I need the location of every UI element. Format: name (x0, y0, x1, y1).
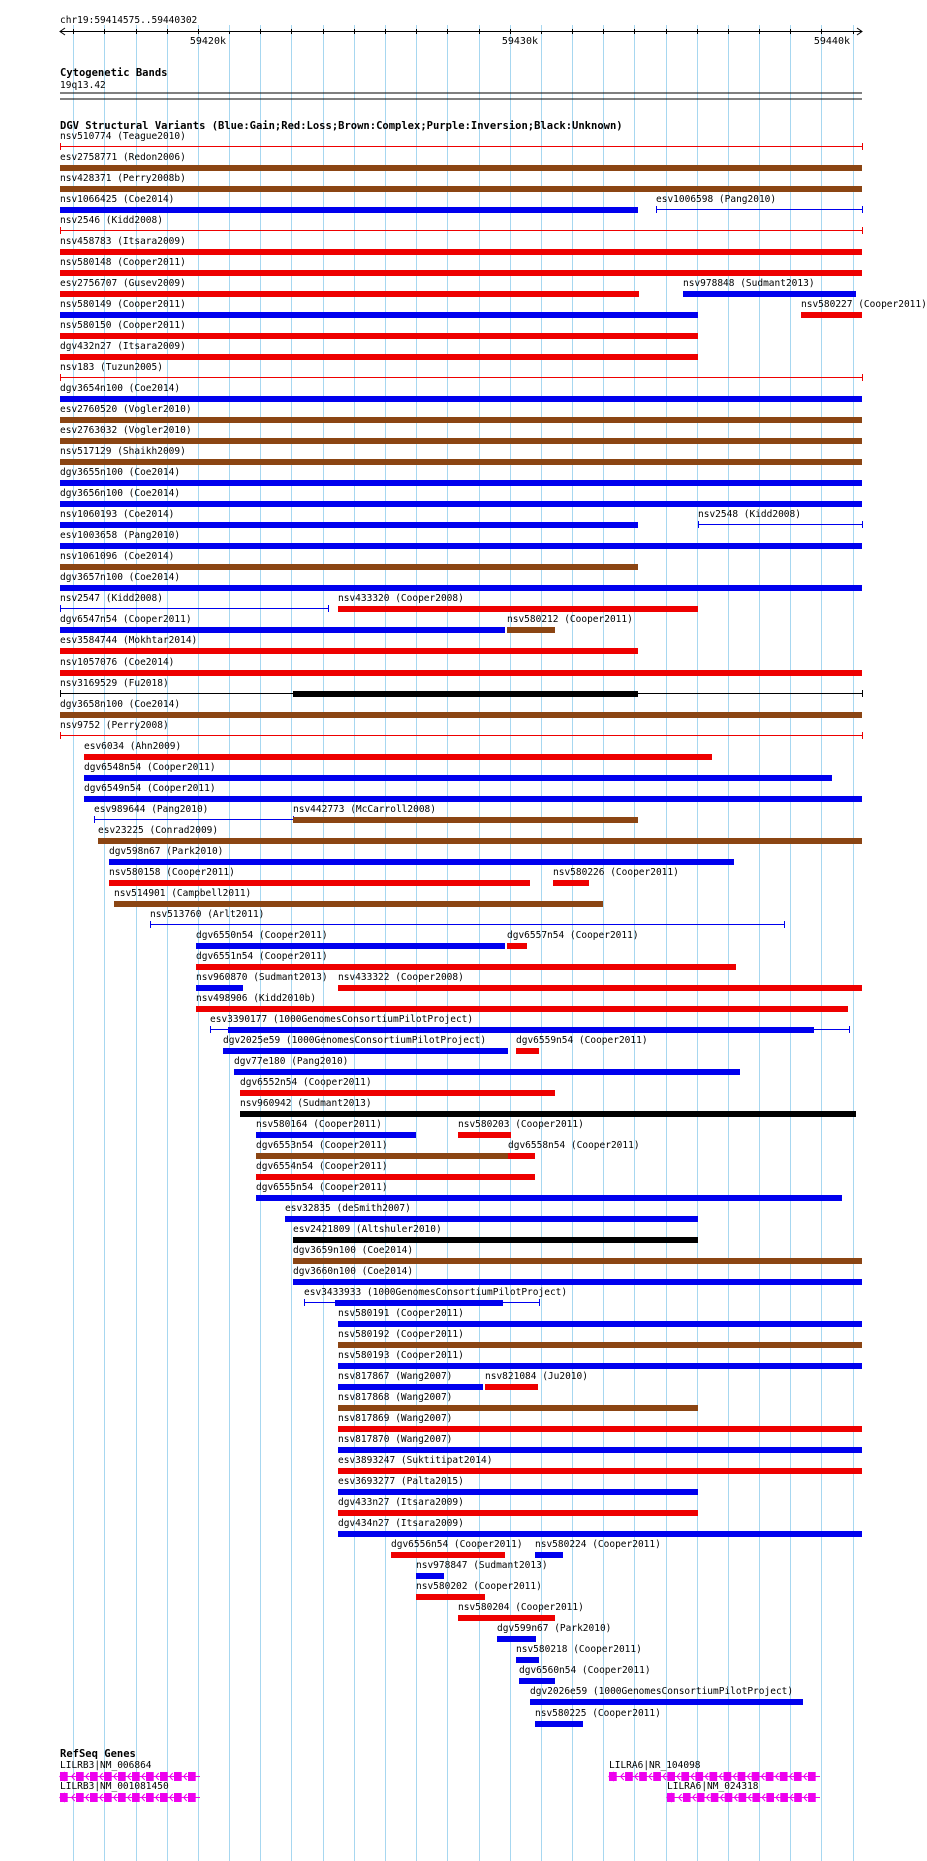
variant-bar[interactable] (240, 1090, 555, 1096)
variant-label[interactable]: dgv3655n100 (Coe2014) (60, 467, 181, 478)
variant-bar[interactable] (234, 1069, 740, 1075)
variant-end-cap (539, 1299, 540, 1306)
variant-bar[interactable] (60, 670, 862, 676)
variant-bar[interactable] (497, 1636, 536, 1642)
gene-exon (625, 1772, 633, 1781)
variant-label[interactable]: nsv433322 (Cooper2008) (338, 972, 464, 983)
variant-label[interactable]: esv3584744 (Mokhtar2014) (60, 635, 198, 646)
variant-bar[interactable] (60, 333, 698, 339)
variant-bar[interactable] (150, 924, 784, 925)
dgv-track-title: DGV Structural Variants (Blue:Gain;Red:Loss;Brown:Complex;Purple:Inversion;Black:Unknown) (60, 120, 623, 132)
variant-label[interactable]: nsv960870 (Sudmant2013) (196, 972, 328, 983)
variant-label[interactable]: nsv2547 (Kidd2008) (60, 593, 163, 604)
variant-bar[interactable] (223, 1048, 508, 1054)
variant-bar[interactable] (84, 796, 862, 802)
gene-exon (808, 1772, 816, 1781)
variant-bar[interactable] (60, 735, 862, 736)
variant-label[interactable]: nsv510774 (Teague2010) (60, 131, 186, 142)
variant-label[interactable]: nsv498906 (Kidd2010b) (196, 993, 317, 1004)
variant-label[interactable]: esv3433933 (1000GenomesConsortiumPilotProject) (304, 1287, 568, 1298)
variant-bar[interactable] (109, 859, 734, 865)
variant-label[interactable]: esv1003658 (Pang2010) (60, 530, 181, 541)
variant-bar[interactable] (60, 377, 862, 378)
variant-label[interactable]: dgv3659n100 (Coe2014) (293, 1245, 414, 1256)
variant-bar[interactable] (338, 1510, 698, 1516)
variant-label[interactable]: nsv821084 (Ju2010) (485, 1371, 588, 1382)
gene-exon (766, 1772, 774, 1781)
variant-label[interactable]: esv989644 (Pang2010) (94, 804, 209, 815)
variant-label[interactable]: dgv432n27 (Itsara2009) (60, 341, 186, 352)
variant-label[interactable]: nsv9752 (Perry2008) (60, 720, 169, 731)
variant-label[interactable]: dgv3660n100 (Coe2014) (293, 1266, 414, 1277)
variant-bar[interactable] (293, 1279, 862, 1285)
variant-bar[interactable] (60, 270, 862, 276)
variant-label[interactable]: dgv434n27 (Itsara2009) (338, 1518, 464, 1529)
variant-end-cap (304, 1299, 305, 1306)
variant-end-cap (862, 143, 863, 150)
variant-bar[interactable] (60, 585, 862, 591)
variant-end-cap (784, 921, 785, 928)
variant-label[interactable]: nsv1060193 (Coe2014) (60, 509, 175, 520)
variant-bar[interactable] (458, 1615, 555, 1621)
variant-bar[interactable] (228, 1027, 814, 1033)
variant-label[interactable]: nsv580149 (Cooper2011) (60, 299, 186, 310)
variant-label[interactable]: esv2760520 (Vogler2010) (60, 404, 192, 415)
cytoband-track-title: Cytogenetic Bands (60, 67, 168, 79)
variant-bar[interactable] (60, 480, 862, 486)
cytoband-track[interactable] (0, 91, 890, 105)
variant-label[interactable]: dgv6549n54 (Cooper2011) (84, 783, 216, 794)
variant-label[interactable]: nsv3169529 (Fu2018) (60, 678, 169, 689)
variant-bar[interactable] (458, 1132, 511, 1138)
gene-exon (697, 1793, 705, 1802)
variant-label[interactable]: nsv817868 (Wang2007) (338, 1392, 453, 1403)
gene-exon (766, 1793, 774, 1802)
ruler-tick-label: 59430k (501, 36, 538, 47)
variant-label[interactable]: esv3390177 (1000GenomesConsortiumPilotProject) (210, 1014, 474, 1025)
variant-bar[interactable] (60, 712, 862, 718)
variant-label[interactable]: dgv6548n54 (Cooper2011) (84, 762, 216, 773)
variant-bar[interactable] (338, 1468, 862, 1474)
variant-label[interactable]: nsv817867 (Wang2007) (338, 1371, 453, 1382)
variant-label[interactable]: nsv978847 (Sudmant2013) (416, 1560, 548, 1571)
variant-bar[interactable] (114, 901, 603, 907)
variant-end-cap (60, 227, 61, 234)
variant-end-cap (60, 690, 61, 697)
variant-label[interactable]: nsv1066425 (Coe2014) (60, 194, 175, 205)
variant-bar[interactable] (338, 1321, 862, 1327)
variant-end-cap (328, 605, 329, 612)
variant-bar[interactable] (60, 438, 862, 444)
variant-label[interactable]: nsv580148 (Cooper2011) (60, 257, 186, 268)
variant-bar[interactable] (196, 943, 505, 949)
variant-bar[interactable] (507, 627, 555, 633)
variant-label[interactable]: esv2756707 (Gusev2009) (60, 278, 186, 289)
gene-exon (738, 1772, 746, 1781)
variant-bar[interactable] (60, 291, 639, 297)
variant-bar[interactable] (98, 838, 862, 844)
variant-end-cap (862, 206, 863, 213)
variant-label[interactable]: nsv433320 (Cooper2008) (338, 593, 464, 604)
variant-bar[interactable] (508, 1153, 535, 1159)
variant-bar[interactable] (485, 1384, 538, 1390)
gene-exon (653, 1772, 661, 1781)
variant-bar[interactable] (391, 1552, 505, 1558)
gene-exon (725, 1793, 733, 1802)
variant-end-cap (862, 374, 863, 381)
variant-end-cap (656, 206, 657, 213)
variant-label[interactable]: nsv580150 (Cooper2011) (60, 320, 186, 331)
variant-label[interactable]: dgv6547n54 (Cooper2011) (60, 614, 192, 625)
variant-bar[interactable] (60, 354, 698, 360)
variant-label[interactable]: nsv517129 (Shaikh2009) (60, 446, 186, 457)
variant-bar[interactable] (60, 207, 638, 213)
variant-bar[interactable] (293, 691, 638, 697)
variant-label[interactable]: esv23225 (Conrad2009) (98, 825, 219, 836)
variant-label[interactable]: nsv580203 (Cooper2011) (458, 1119, 584, 1130)
variant-bar[interactable] (60, 165, 862, 171)
variant-label[interactable]: dgv433n27 (Itsara2009) (338, 1497, 464, 1508)
variant-bar[interactable] (698, 524, 862, 525)
variant-bar[interactable] (60, 396, 862, 402)
variant-bar[interactable] (240, 1111, 856, 1117)
variant-bar[interactable] (519, 1678, 555, 1684)
variant-label[interactable]: esv2758771 (Redon2006) (60, 152, 186, 163)
variant-bar[interactable] (338, 1405, 698, 1411)
variant-bar[interactable] (94, 819, 293, 820)
variant-label[interactable]: nsv1061096 (Coe2014) (60, 551, 175, 562)
gene-exon (709, 1772, 717, 1781)
variant-end-cap (60, 732, 61, 739)
gene-exon (752, 1772, 760, 1781)
gene-exon (711, 1793, 719, 1802)
variant-label[interactable]: nsv183 (Tuzun2005) (60, 362, 163, 373)
gene-label[interactable]: LILRA6|NR_104098 (609, 1760, 701, 1771)
variant-end-cap (849, 1026, 850, 1033)
variant-label[interactable]: dgv2025e59 (1000GenomesConsortiumPilotProject) (223, 1035, 487, 1046)
variant-bar[interactable] (196, 964, 736, 970)
ruler[interactable] (0, 0, 890, 60)
variant-label[interactable]: nsv580192 (Cooper2011) (338, 1329, 464, 1340)
variant-bar[interactable] (60, 648, 638, 654)
variant-label[interactable]: esv1006598 (Pang2010) (656, 194, 777, 205)
variant-bar[interactable] (293, 817, 638, 823)
variant-label[interactable]: dgv6560n54 (Cooper2011) (519, 1665, 651, 1676)
variant-label[interactable]: nsv580212 (Cooper2011) (507, 614, 633, 625)
variant-bar[interactable] (256, 1174, 535, 1180)
variant-bar[interactable] (535, 1721, 583, 1727)
variant-label[interactable]: nsv514901 (Campbell2011) (114, 888, 252, 899)
variant-bar[interactable] (516, 1048, 539, 1054)
gene-label[interactable]: LILRA6|NM_024318 (667, 1781, 759, 1792)
variant-end-cap (698, 521, 699, 528)
variant-label[interactable]: nsv442773 (McCarroll2008) (293, 804, 436, 815)
variant-label[interactable]: esv6034 (Ahn2009) (84, 741, 182, 752)
gene-exon (752, 1793, 760, 1802)
variant-label[interactable]: esv32835 (deSmith2007) (285, 1203, 411, 1214)
variant-label[interactable]: dgv6557n54 (Cooper2011) (507, 930, 639, 941)
variant-label[interactable]: nsv580218 (Cooper2011) (516, 1644, 642, 1655)
variant-label[interactable]: nsv580202 (Cooper2011) (416, 1581, 542, 1592)
variant-bar[interactable] (338, 985, 862, 991)
variant-label[interactable]: dgv599n67 (Park2010) (497, 1623, 612, 1634)
variant-label[interactable]: dgv3654n100 (Coe2014) (60, 383, 181, 394)
gene-exon (780, 1772, 788, 1781)
variant-label[interactable]: esv3893247 (Suktitipat2014) (338, 1455, 493, 1466)
variant-bar[interactable] (507, 943, 527, 949)
variant-bar[interactable] (84, 775, 832, 781)
cytoband-label: 19q13.42 (60, 80, 106, 91)
variant-label[interactable]: nsv2546 (Kidd2008) (60, 215, 163, 226)
ruler-tick-label: 59420k (189, 36, 226, 47)
gene-exon (724, 1772, 732, 1781)
variant-end-cap (94, 816, 95, 823)
variant-bar[interactable] (256, 1153, 508, 1159)
variant-label[interactable]: dgv77e180 (Pang2010) (234, 1056, 349, 1067)
variant-bar[interactable] (60, 186, 862, 192)
gene-exon (639, 1772, 647, 1781)
variant-label[interactable]: nsv1057076 (Coe2014) (60, 657, 175, 668)
variant-label[interactable]: dgv6555n54 (Cooper2011) (256, 1182, 388, 1193)
variant-end-cap (60, 374, 61, 381)
variant-bar[interactable] (196, 1006, 848, 1012)
gene-exon (667, 1772, 675, 1781)
variant-bar[interactable] (801, 312, 862, 318)
variant-label[interactable]: nsv817869 (Wang2007) (338, 1413, 453, 1424)
variant-bar[interactable] (293, 1237, 698, 1243)
variant-bar[interactable] (338, 1447, 862, 1453)
variant-label[interactable]: nsv580164 (Cooper2011) (256, 1119, 382, 1130)
variant-end-cap (150, 921, 151, 928)
variant-bar[interactable] (196, 985, 243, 991)
variant-end-cap (210, 1026, 211, 1033)
gene-exon (739, 1793, 747, 1802)
variant-label[interactable]: nsv458783 (Itsara2009) (60, 236, 186, 247)
variant-label[interactable]: nsv580191 (Cooper2011) (338, 1308, 464, 1319)
variant-label[interactable]: nsv580224 (Cooper2011) (535, 1539, 661, 1550)
variant-label[interactable]: nsv580158 (Cooper2011) (109, 867, 235, 878)
variant-bar[interactable] (256, 1195, 842, 1201)
variant-bar[interactable] (535, 1552, 563, 1558)
variant-label[interactable]: nsv580204 (Cooper2011) (458, 1602, 584, 1613)
variant-bar[interactable] (60, 501, 862, 507)
variant-label[interactable]: dgv3658n100 (Coe2014) (60, 699, 181, 710)
position-label: chr19:59414575..59440302 (60, 15, 198, 26)
variant-end-cap (862, 521, 863, 528)
variant-label[interactable]: dgv6551n54 (Cooper2011) (196, 951, 328, 962)
gene-label[interactable]: LILRB3|NM_001081450 (60, 1781, 169, 1792)
variant-label[interactable]: dgv6550n54 (Cooper2011) (196, 930, 328, 941)
variant-bar[interactable] (416, 1594, 485, 1600)
variant-label[interactable]: dgv6559n54 (Cooper2011) (516, 1035, 648, 1046)
variant-bar[interactable] (338, 1363, 862, 1369)
variant-label[interactable]: dgv598n67 (Park2010) (109, 846, 224, 857)
variant-bar[interactable] (335, 1300, 503, 1306)
variant-label[interactable]: nsv580225 (Cooper2011) (535, 1708, 661, 1719)
variant-label[interactable]: esv2421809 (Altshuler2010) (293, 1224, 442, 1235)
variant-bar[interactable] (338, 606, 698, 612)
variant-bar[interactable] (60, 230, 862, 231)
variant-bar[interactable] (338, 1384, 483, 1390)
variant-label[interactable]: dgv3656n100 (Coe2014) (60, 488, 181, 499)
variant-bar[interactable] (293, 1258, 862, 1264)
variant-label[interactable]: dgv6558n54 (Cooper2011) (508, 1140, 640, 1151)
variant-bar[interactable] (60, 627, 505, 633)
variant-bar[interactable] (60, 608, 328, 609)
variant-label[interactable]: nsv817870 (Wang2007) (338, 1434, 453, 1445)
variant-label[interactable]: dgv6553n54 (Cooper2011) (256, 1140, 388, 1151)
variant-end-cap (60, 143, 61, 150)
gene-exon (780, 1793, 788, 1802)
gene-label[interactable]: LILRB3|NM_006864 (60, 1760, 152, 1771)
variant-bar[interactable] (109, 880, 530, 886)
variant-label[interactable]: esv3693277 (Palta2015) (338, 1476, 464, 1487)
variant-label[interactable]: dgv2026e59 (1000GenomesConsortiumPilotProject) (530, 1686, 794, 1697)
refseq-track-title: RefSeq Genes (60, 1748, 136, 1760)
variant-bar[interactable] (416, 1573, 444, 1579)
gene-exon (695, 1772, 703, 1781)
variant-label[interactable]: nsv978848 (Sudmant2013) (683, 278, 815, 289)
variant-label[interactable]: dgv6556n54 (Cooper2011) (391, 1539, 523, 1550)
variant-end-cap (862, 227, 863, 234)
variant-bar[interactable] (338, 1426, 862, 1432)
variant-end-cap (862, 690, 863, 697)
variant-bar[interactable] (60, 459, 862, 465)
variant-bar[interactable] (84, 754, 712, 760)
gene-exon (794, 1793, 802, 1802)
variant-bar[interactable] (60, 564, 638, 570)
variant-label[interactable]: dgv6554n54 (Cooper2011) (256, 1161, 388, 1172)
variant-label[interactable]: dgv3657n100 (Coe2014) (60, 572, 181, 583)
variant-label[interactable]: nsv428371 (Perry2008b) (60, 173, 186, 184)
variant-bar[interactable] (60, 522, 638, 528)
variant-label[interactable]: esv2763032 (Vogler2010) (60, 425, 192, 436)
variant-label[interactable]: nsv960942 (Sudmant2013) (240, 1098, 372, 1109)
gene-exon (808, 1793, 816, 1802)
variant-bar[interactable] (338, 1531, 862, 1537)
variant-bar[interactable] (516, 1657, 539, 1663)
variant-bar[interactable] (656, 209, 862, 210)
variant-bar[interactable] (338, 1342, 862, 1348)
variant-bar[interactable] (60, 312, 698, 318)
variant-bar[interactable] (285, 1216, 698, 1222)
variant-label[interactable]: nsv580193 (Cooper2011) (338, 1350, 464, 1361)
variant-label[interactable]: nsv513760 (Arlt2011) (150, 909, 265, 920)
variant-bar[interactable] (530, 1699, 803, 1705)
variant-bar[interactable] (338, 1489, 698, 1495)
variant-label[interactable]: nsv580226 (Cooper2011) (553, 867, 679, 878)
gene-exon (794, 1772, 802, 1781)
variant-end-cap (60, 605, 61, 612)
gene-exon (681, 1772, 689, 1781)
variant-bar[interactable] (553, 880, 589, 886)
variant-label[interactable]: nsv580227 (Cooper2011) (801, 299, 927, 310)
variant-bar[interactable] (60, 543, 862, 549)
variant-end-cap (862, 732, 863, 739)
variant-bar[interactable] (256, 1132, 416, 1138)
gene-exon (683, 1793, 691, 1802)
variant-bar[interactable] (683, 291, 856, 297)
variant-label[interactable]: dgv6552n54 (Cooper2011) (240, 1077, 372, 1088)
variant-label[interactable]: nsv2548 (Kidd2008) (698, 509, 801, 520)
variant-bar[interactable] (60, 417, 862, 423)
ruler-tick-label: 59440k (813, 36, 850, 47)
variant-bar[interactable] (60, 146, 862, 147)
variant-bar[interactable] (60, 249, 862, 255)
gene-model[interactable] (0, 1791, 890, 1805)
